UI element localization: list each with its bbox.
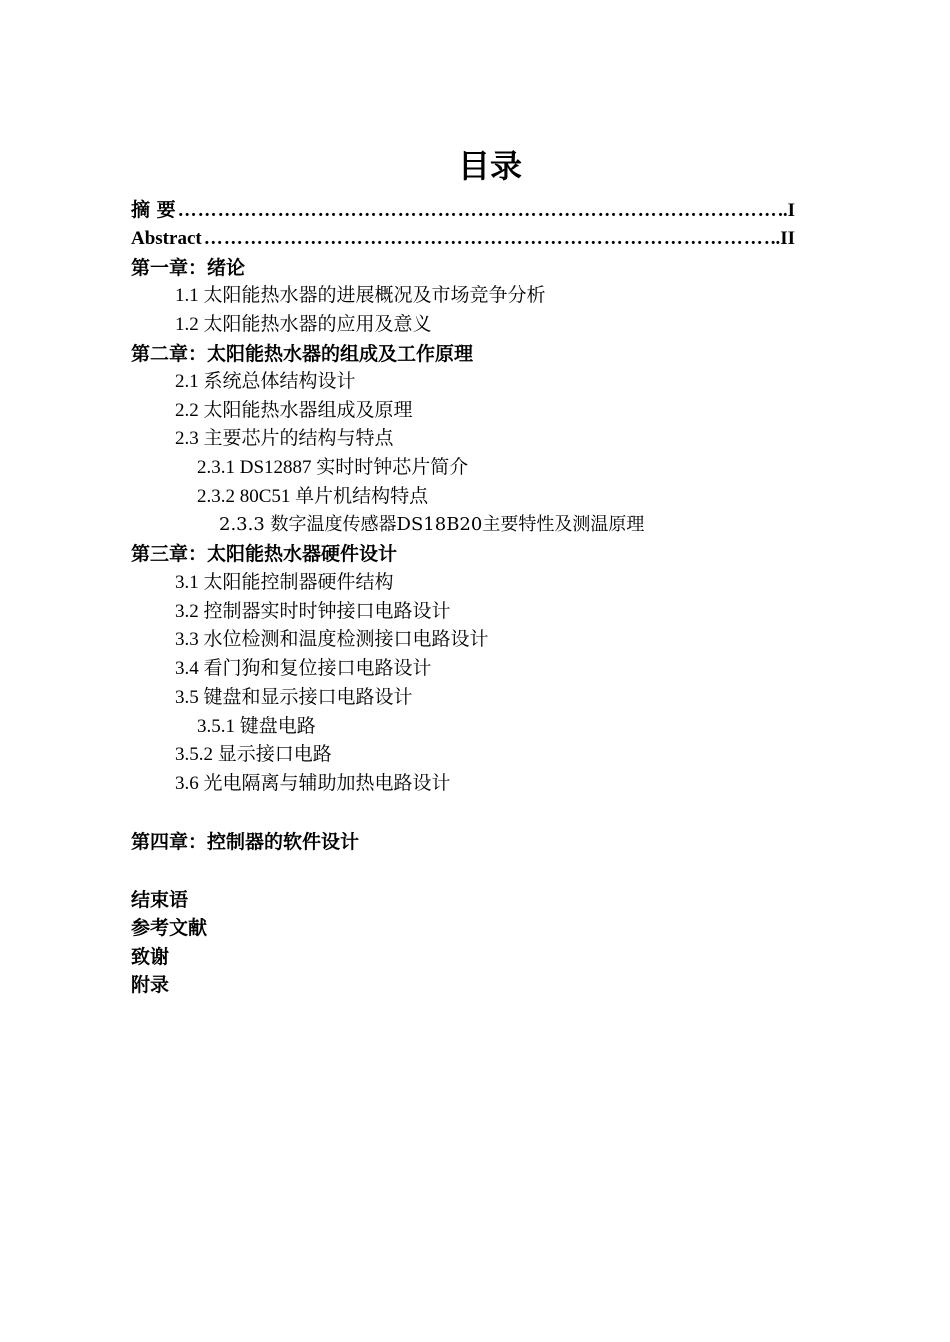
back-matter-item[interactable]: 致谢 <box>131 946 170 968</box>
toc-entry[interactable]: 2.3 主要芯片的结构与特点 <box>175 428 394 449</box>
toc-entry[interactable]: 3.1 太阳能控制器硬件结构 <box>175 572 394 593</box>
dot-leader <box>178 197 776 224</box>
toc-entry[interactable]: 3.4 看门狗和复位接口电路设计 <box>175 658 432 679</box>
toc-entry-abstract-cn[interactable] <box>131 196 795 224</box>
toc-entry-abstract-en[interactable] <box>131 225 795 253</box>
toc-entry-label: 摘 要 <box>131 199 176 221</box>
toc-entry[interactable]: 3.6 光电隔离与辅助加热电路设计 <box>175 773 451 794</box>
toc-subentry[interactable]: 2.3.1 DS12887 实时时钟芯片简介 <box>197 457 469 478</box>
chapter-heading[interactable]: 第三章：太阳能热水器硬件设计 <box>131 543 398 565</box>
chapter-heading[interactable]: 第四章：控制器的软件设计 <box>131 831 360 853</box>
back-matter-item[interactable]: 结束语 <box>131 889 189 911</box>
toc-page-number: ..II <box>770 228 795 249</box>
back-matter-item[interactable]: 附录 <box>131 974 170 996</box>
toc-entry[interactable]: 2.1 系统总体结构设计 <box>175 371 356 392</box>
toc-entry[interactable]: 1.1 太阳能热水器的进展概况及市场竞争分析 <box>175 285 546 306</box>
chapter-heading[interactable]: 第一章：绪论 <box>131 257 246 279</box>
toc-subentry[interactable]: 2.3.3 数字温度传感器DS18B20主要特性及测温原理 <box>219 514 645 535</box>
toc-subentry[interactable]: 3.5.1 键盘电路 <box>197 716 316 737</box>
chapter-heading[interactable]: 第二章：太阳能热水器的组成及工作原理 <box>131 343 474 365</box>
toc-subentry[interactable]: 2.3.2 80C51 单片机结构特点 <box>197 486 429 507</box>
toc-title: 目录 <box>457 147 522 185</box>
toc-entry[interactable]: 3.5.2 显示接口电路 <box>175 744 332 765</box>
toc-entry-label: Abstract <box>131 228 202 249</box>
toc-entry[interactable]: 3.5 键盘和显示接口电路设计 <box>175 687 413 708</box>
back-matter-item[interactable]: 参考文献 <box>131 917 208 939</box>
toc-entry[interactable]: 2.2 太阳能热水器组成及原理 <box>175 400 413 421</box>
toc-page-number: ..I <box>778 200 795 221</box>
toc-entry[interactable]: 3.2 控制器实时时钟接口电路设计 <box>175 601 451 622</box>
toc-entry[interactable]: 3.3 水位检测和温度检测接口电路设计 <box>175 629 489 650</box>
toc-entry[interactable]: 1.2 太阳能热水器的应用及意义 <box>175 314 432 335</box>
dot-leader <box>204 225 769 253</box>
